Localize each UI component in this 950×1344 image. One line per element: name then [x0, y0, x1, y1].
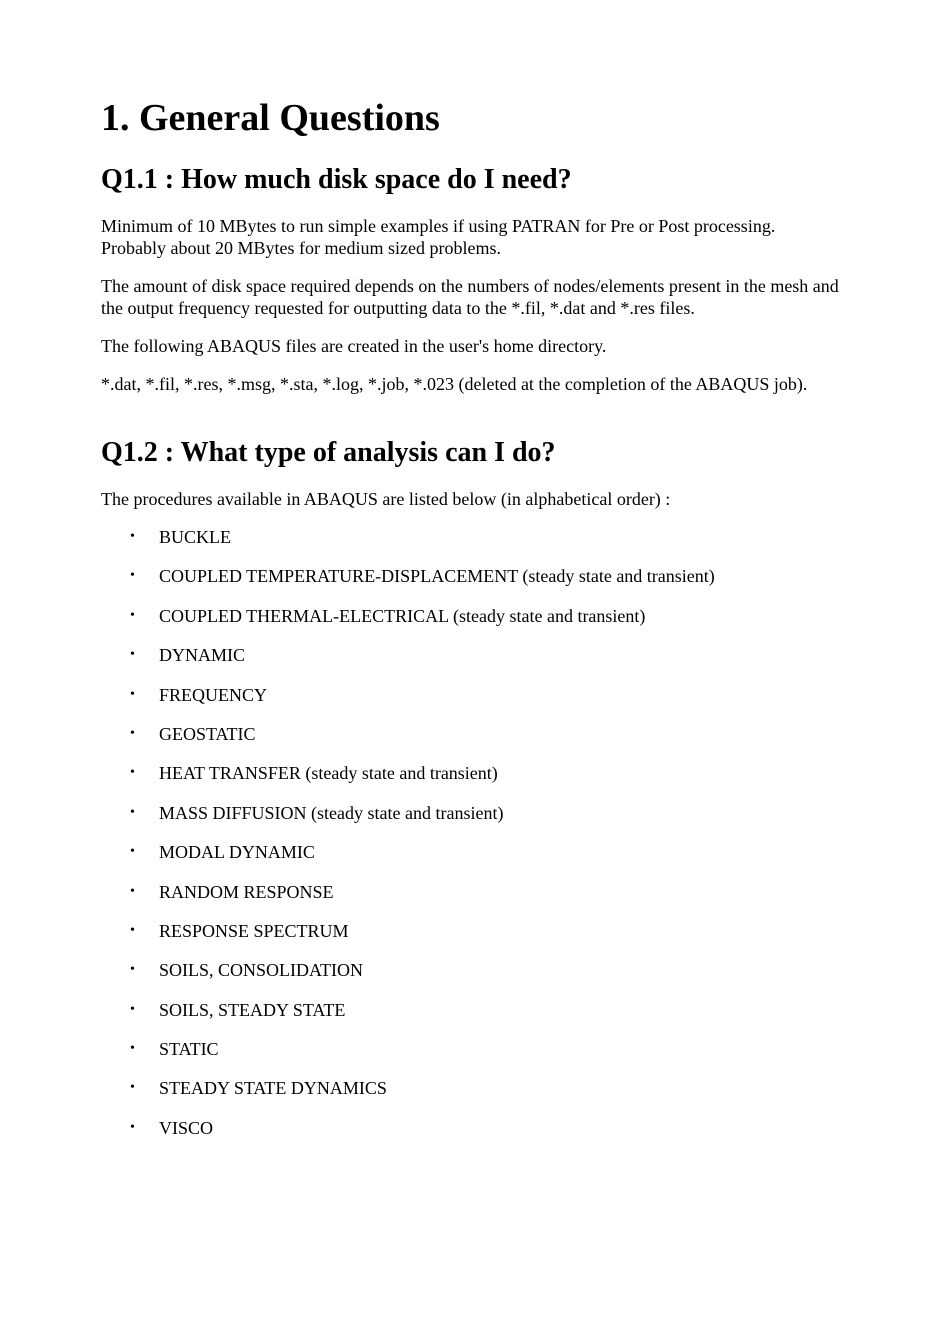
bullet-icon: • — [130, 1080, 135, 1096]
list-item-text: MODAL DYNAMIC — [159, 842, 315, 863]
bullet-icon: • — [130, 883, 135, 899]
bullet-icon: • — [130, 607, 135, 623]
list-item — [101, 999, 841, 1021]
list-item-text: SOILS, STEADY STATE — [159, 999, 346, 1020]
list-item-text: RESPONSE SPECTRUM — [159, 920, 349, 941]
bullet-icon: • — [130, 962, 135, 978]
bullet-icon: • — [130, 529, 135, 544]
list-item-text: STATIC — [159, 1039, 219, 1060]
list-item — [101, 1077, 841, 1099]
list-item — [101, 684, 841, 706]
page-title: 1. General Questions — [101, 97, 440, 139]
list-item-text: BUCKLE — [159, 527, 231, 547]
list-item — [101, 881, 841, 903]
paragraph: The following ABAQUS files are created in the user's home directory. — [101, 336, 607, 356]
section-analysis-types — [101, 436, 841, 1139]
paragraph: *.dat, *.fil, *.res, *.msg, *.sta, *.log, *.job, *.023 (deleted at the completion of the ABAQUS job). — [101, 374, 808, 394]
document-page — [101, 95, 841, 1156]
section-heading: Q1.1 : How much disk space do I need? — [101, 164, 572, 195]
list-item-text: FREQUENCY — [159, 684, 268, 705]
list-item — [101, 605, 841, 627]
list-item — [101, 841, 841, 863]
list-item — [101, 802, 841, 824]
list-item-text: RANDOM RESPONSE — [159, 881, 334, 902]
bullet-icon: • — [130, 647, 135, 663]
section-disk-space — [101, 163, 841, 395]
list-item-text: GEOSTATIC — [159, 723, 256, 744]
list-item-text: VISCO — [159, 1117, 214, 1138]
list-item-text: STEADY STATE DYNAMICS — [159, 1078, 387, 1099]
procedure-list — [101, 526, 841, 1139]
list-item — [101, 565, 841, 587]
list-item — [101, 1117, 841, 1139]
list-item — [101, 526, 841, 548]
list-item-text: COUPLED TEMPERATURE-DISPLACEMENT (steady state and transient) — [159, 566, 715, 587]
bullet-icon: • — [130, 1119, 135, 1135]
bullet-icon: • — [130, 568, 135, 584]
list-item — [101, 920, 841, 942]
paragraph: The amount of disk space required depends on the numbers of nodes/elements present in the mesh and the output frequency requested for outputting data to the *.fil, *.dat and *.res files. — [101, 276, 839, 318]
bullet-icon: • — [130, 725, 135, 741]
bullet-icon: • — [130, 765, 135, 781]
paragraph: The procedures available in ABAQUS are listed below (in alphabetical order) : — [101, 489, 671, 509]
bullet-icon: • — [130, 1041, 135, 1057]
bullet-icon: • — [130, 1001, 135, 1017]
list-item — [101, 959, 841, 981]
paragraph: Minimum of 10 MBytes to run simple examples if using PATRAN for Pre or Post processing. Probably about 20 MBytes for medium sized problems. — [101, 216, 776, 258]
bullet-icon: • — [130, 686, 135, 702]
list-item — [101, 723, 841, 745]
list-item — [101, 1038, 841, 1060]
bullet-icon: • — [130, 844, 135, 860]
list-item-text: DYNAMIC — [159, 645, 246, 666]
list-item-text: COUPLED THERMAL-ELECTRICAL (steady state and transient) — [159, 605, 646, 626]
section-spacer — [101, 411, 841, 436]
list-item-text: SOILS, CONSOLIDATION — [159, 960, 364, 981]
section-heading: Q1.2 : What type of analysis can I do? — [101, 437, 556, 468]
bullet-icon: • — [130, 922, 135, 938]
list-item-text: HEAT TRANSFER (steady state and transient) — [159, 763, 498, 784]
list-item-text: MASS DIFFUSION (steady state and transient) — [159, 802, 504, 823]
list-item — [101, 644, 841, 666]
list-item — [101, 762, 841, 784]
bullet-icon: • — [130, 804, 135, 820]
